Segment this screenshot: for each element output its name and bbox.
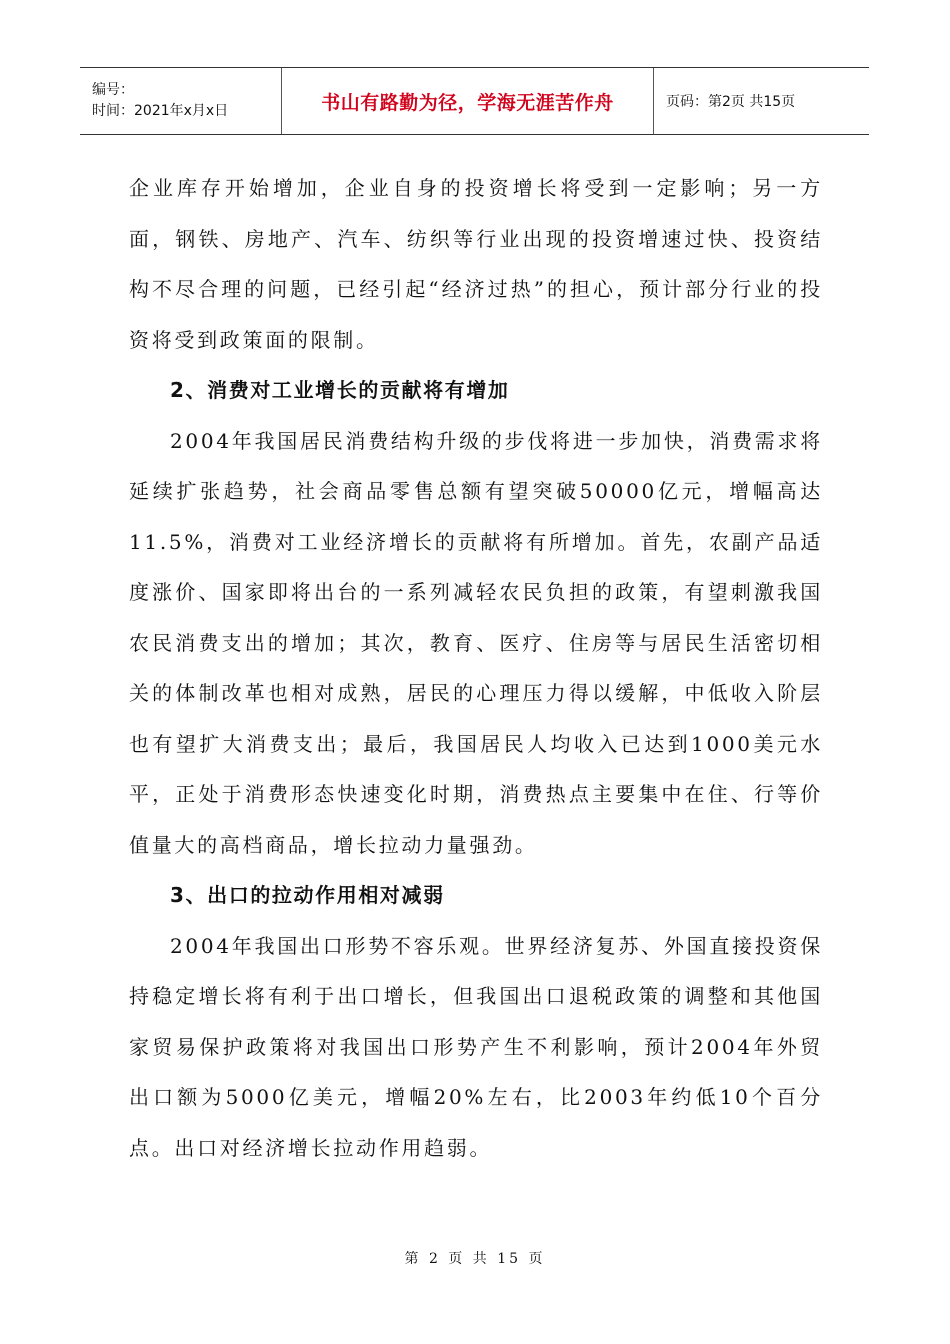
- date-label: 时间：2021年x月x日: [92, 103, 229, 119]
- page-footer: 第 2 页 共 15 页: [404, 1251, 546, 1267]
- page-header: [80, 67, 869, 135]
- document-body: [129, 163, 823, 1173]
- header-motto: 书山有路勤为径，学海无涯苦作舟: [282, 68, 654, 134]
- paragraph-export: 2004年我国出口形势不容乐观。世界经济复苏、外国直接投资保持稳定增长将有利于出口增长，但我国出口退税政策的调整和其他国家贸易保护政策将对我国出口形势产生不利影响，预计2004年外贸出口额为5000亿美元，增幅20%左右，比2003年约低10个百分点。出口对经济增长拉动作用趋弱。: [129, 933, 823, 1160]
- section-heading-export: 3、出口的拉动作用相对减弱: [170, 883, 445, 907]
- section-heading-consumption: 2、消费对工业增长的贡献将有增加: [170, 378, 510, 402]
- header-page-info: 页码：第2页 共15页: [666, 94, 796, 110]
- paragraph-consumption: 2004年我国居民消费结构升级的步伐将进一步加快，消费需求将延续扩张趋势，社会商品零售总额有望突破50000亿元，增幅高达11.5%，消费对工业经济增长的贡献将有所增加。首先，农副产品适度涨价、国家即将出台的一系列减轻农民负担的政策，有望刺激我国农民消费支出的增加；其次，教育、医疗、住房等与居民生活密切相关的体制改革也相对成熟，居民的心理压力得以缓解，中低收入阶层也有望扩大消费支出；最后，我国居民人均收入已达到1000美元水平，正处于消费形态快速变化时期，消费热点主要集中在住、行等价值量大的高档商品，增长拉动力量强劲。: [129, 428, 823, 857]
- number-label: 编号：: [92, 82, 134, 98]
- header-meta: [80, 68, 282, 134]
- paragraph-investment-continued: 企业库存开始增加，企业自身的投资增长将受到一定影响；另一方面，钢铁、房地产、汽车、纺织等行业出现的投资增速过快、投资结构不尽合理的问题，已经引起“经济过热”的担心，预计部分行业的投资将受到政策面的限制。: [129, 176, 823, 352]
